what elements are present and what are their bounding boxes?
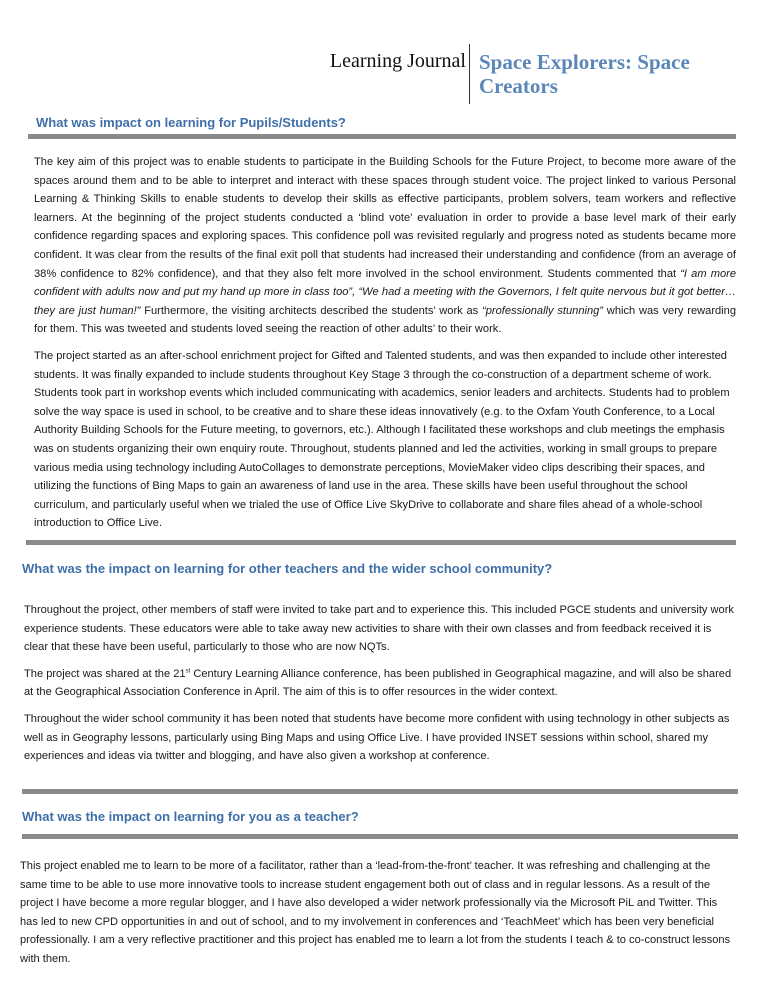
paragraph: Throughout the project, other members of staff were invited to take part and to experience this. This included PGCE students and university work experience students. These educators were able to take away new activities to share with their own classes and from feedback received it is clear that these have been useful, particularly to those who are now NQTs.	[24, 604, 734, 654]
section-rule	[26, 540, 736, 545]
page-header	[0, 44, 768, 104]
section-teacher	[16, 789, 738, 969]
architect-quote: “professionally stunning”	[482, 304, 603, 317]
paragraph: This project enabled me to learn to be more of a facilitator, rather than a ‘lead-from-the-front’ teacher. It was refreshing and challenging at the same time to be able to use more innovative tools to increase student engagement both out of class and in regular lessons. As a result of the project I have become a more regular blogger, and I have also developed a wider network professionally via the Microsoft PiL and Twitter. This has led to new CPD opportunities in and out of school, and to my involvement in conferences and ‘TeachMeet’ which has been very beneficial professionally. I am a very reflective practitioner and this project has enabled me to learn a lot from the students I teach & to co-construct lessons with them.	[20, 860, 731, 965]
section-heading: What was the impact on learning for other teachers and the wider school community?	[22, 561, 553, 576]
section-heading: What was the impact on learning for you as a teacher?	[22, 809, 359, 824]
section-teachers-community	[22, 540, 736, 766]
section-rule	[22, 789, 738, 794]
project-title: Space Explorers: Space Creators	[479, 50, 690, 98]
section-heading: What was impact on learning for Pupils/Students?	[36, 115, 346, 130]
text-run: Century Learning Alliance conference, has been published in Geographical magazine, and will also be shared at the Geographical Association Conference in April. The aim of this is to offer resources in the wider context.	[24, 667, 732, 699]
journal-title: Learning Journal	[329, 50, 466, 72]
paragraph	[34, 153, 736, 339]
superscript: st	[185, 668, 191, 675]
section-pupils	[28, 114, 736, 533]
paragraph: Throughout the wider school community it has been noted that students have become more confident with using technology in other subjects as well as in Geography lessons, particularly using Bing Maps and using Office Live. I have provided INSET sessions within school, shared my experiences and ideas via twitter and blogging, and have also given a workshop at conference.	[24, 712, 730, 763]
paragraph	[24, 665, 736, 702]
paragraph: The project started as an after-school enrichment project for Gifted and Talented students, and was then expanded to include other interested students. It was finally expanded to include students throughout Key Stage 3 through the co-construction of a department scheme of work. Students took part in workshop events which included communicating with academics, senior leaders and architects. Students had to problem solve the way space is used in school, to be creative and to share these ideas innovatively (e.g. to the Oxfam Youth Conference, to a Local Authority Building Schools for the Future meeting, to governors, etc.). Although I facilitated these workshops and club meetings the emphasis was on students organizing their own enquiry route. Throughout, students planned and led the activities, working in small groups to prepare various media using technology including AutoCollages to demonstrate perceptions, MovieMaker video clips describing their spaces, and utilizing the functions of Bing Maps to gain an awareness of land use in the area. These skills have been useful throughout the school curriculum, and particularly useful when we trialed the use of Office Live SkyDrive to collaborate and share files ahead of a whole-school introduction to Office Live.	[34, 349, 730, 530]
header-divider	[469, 44, 470, 104]
student-quote: “I am more confident with adults now and put my hand up more in class too”, “We had a meeting with the Governors, I felt quite nervous but it got better…they are just human!”	[34, 267, 736, 317]
text-run: which was very rewarding for them. This was tweeted and students loved seeing the reaction of other adults’ to their work.	[34, 304, 736, 336]
text-run: The key aim of this project was to enable students to participate in the Building Schools for the Future Project, to become more aware of the spaces around them and to be able to interpret and interact with these spaces through student voice. The project linked to various Personal Learning & Thinking Skills to enable students to develop their skills as effective participants, problem solvers, team workers and reflective learners. At the beginning of the project students conducted a ‘blind vote’ evaluation in order to provide a base level mark of their early confidence regarding spaces and exploring spaces. This confidence poll was revisited regularly and progress noted as students became more confident. It was clear from the results of the final exit poll that students had increased their understanding and confidence (from an average of 38% confidence to 82% confidence), and that they also felt more involved in the school environment. Students commented that	[34, 156, 736, 280]
text-run: The project was shared at the 21	[24, 667, 186, 680]
text-run: Furthermore, the visiting architects described the students’ work as	[140, 304, 483, 317]
